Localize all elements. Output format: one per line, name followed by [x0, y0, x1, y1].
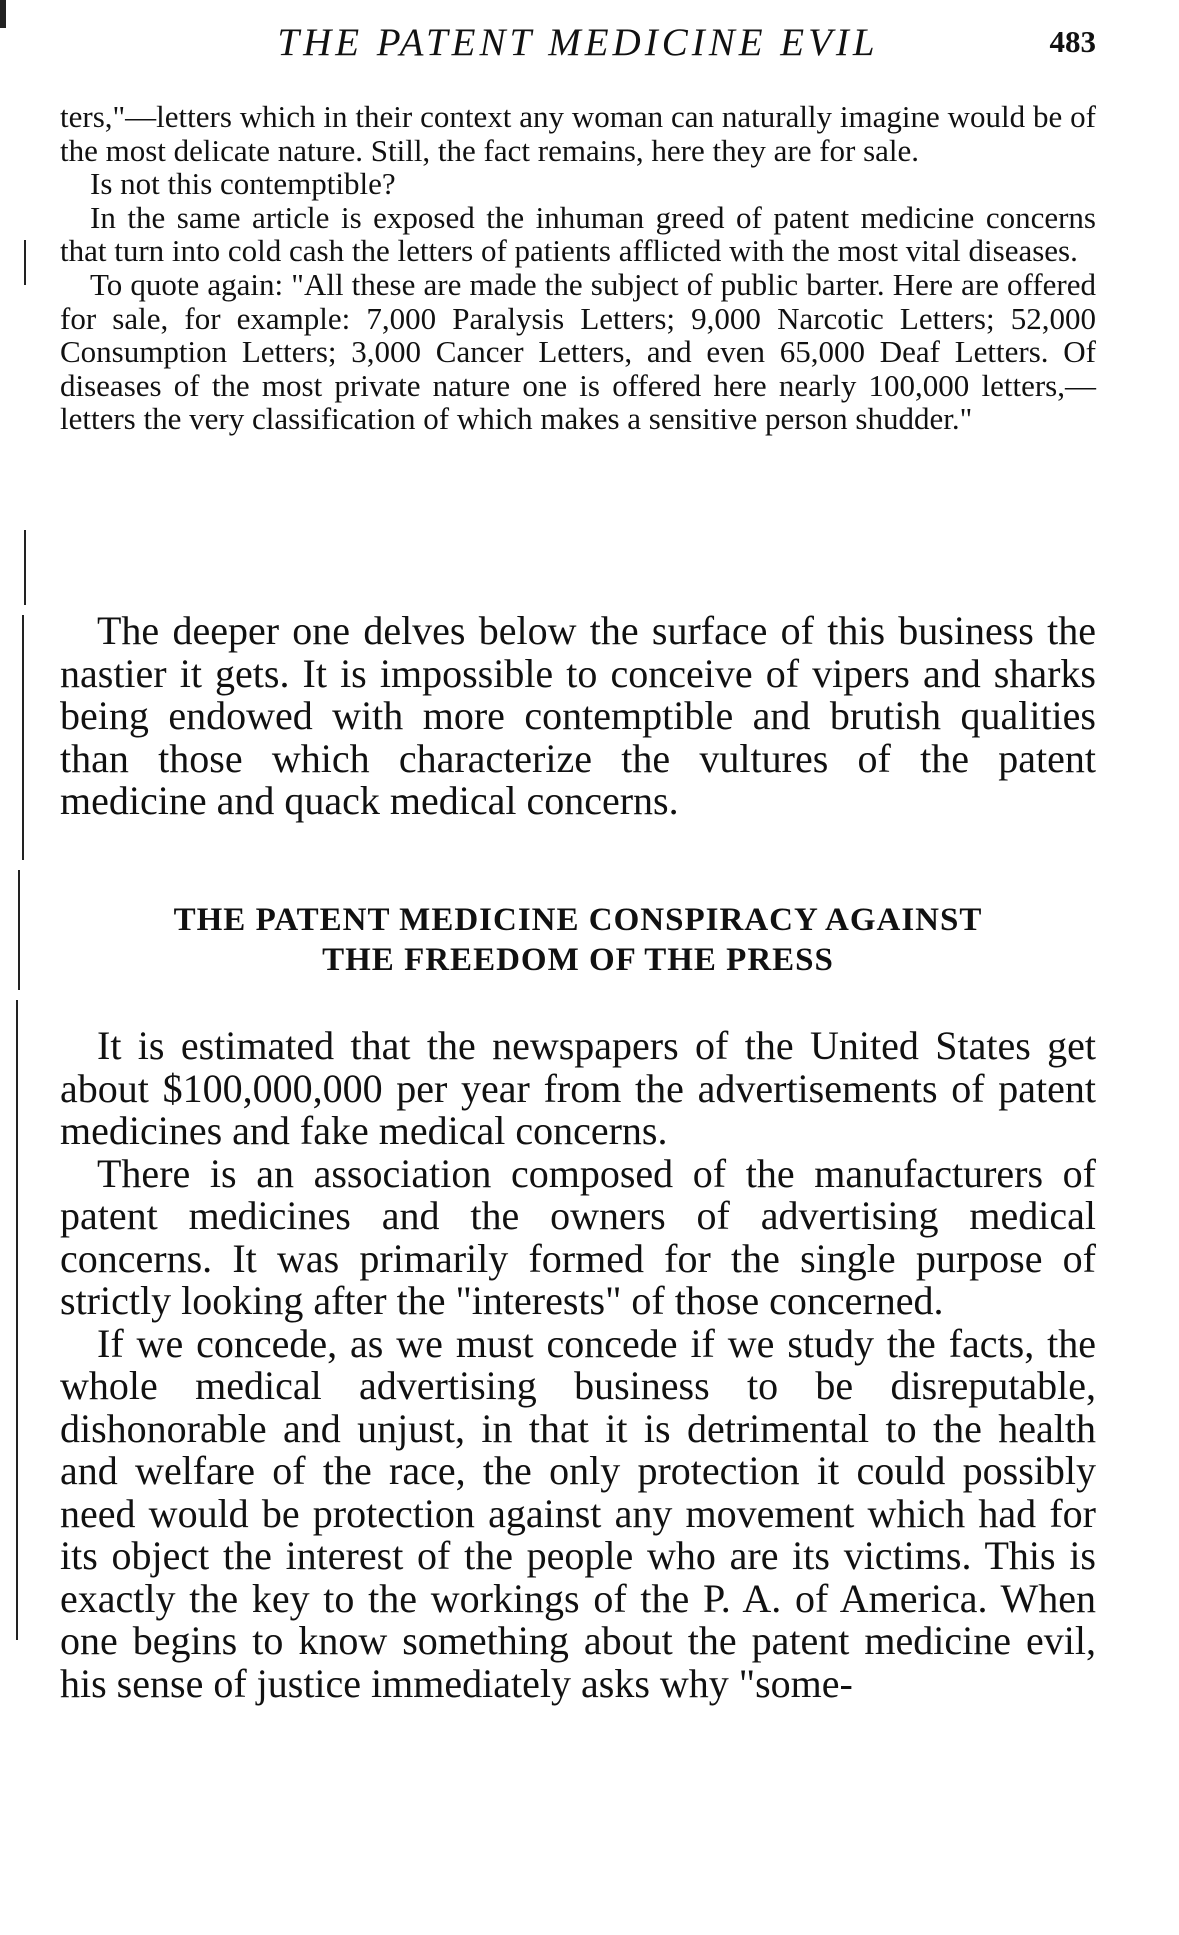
margin-pencil-line — [16, 1000, 18, 1640]
body-paragraph: The deeper one delves below the surface of this business the nastier it gets. It is impossible to conceive of vipers and sharks being endowed with more contemptible and brutish qualities than those which characterize the vultures of the patent medicine and quack medical concerns. — [60, 608, 1096, 823]
section-heading-line: THE FREEDOM OF THE PRESS — [322, 942, 834, 978]
quote-paragraph: To quote again: "All these are made the subject of public barter. Here are offered for sale, for example: 7,000 Paralysis Letters; 9,000 Narcotic Letters; 52,000 Consumption Letters; 3,000 Cancer Letters, and even 65,000 Deaf Letters. Of diseases of the most private nature one is offered here nearly 100,000 letters,—letters the very classification of which makes a sensitive person shudder." — [60, 266, 1096, 437]
body-paragraph: If we concede, as we must concede if we study the facts, the whole medical advertising business to be disreputable, dishonorable and unjust, in that it is detrimental to the health and welfare of the race, the only protection it could possibly need would be protection against any movement which had for its object the interest of the people who are its victims. This is exactly the key to the workings of the P. A. of America. When one begins to know something about the patent medicine evil, his sense of justice immediately asks why "some- — [60, 1320, 1096, 1706]
margin-pencil-line — [18, 870, 20, 990]
running-title: THE PATENT MEDICINE EVIL — [277, 21, 879, 64]
quoted-passage — [60, 100, 1096, 436]
body-paragraph: There is an association composed of the manufacturers of patent medicines and the owners of advertising medical concerns. It was primarily formed for the single purpose of strictly looking after the "interests" of those concerned. — [60, 1150, 1096, 1323]
margin-pencil-line — [24, 240, 26, 285]
page-number: 483 — [1049, 24, 1096, 59]
quote-paragraph: Is not this contemptible? — [90, 166, 396, 202]
running-head — [60, 20, 1096, 70]
section-heading — [60, 900, 1096, 980]
corner-mark — [0, 0, 6, 28]
quote-paragraph: In the same article is exposed the inhuman greed of patent medicine concerns that turn into cold cash the letters of patients afflicted with the most vital diseases. — [60, 199, 1096, 269]
body-text-section-1 — [60, 610, 1096, 823]
section-heading-line: THE PATENT MEDICINE CONSPIRACY AGAINST — [173, 902, 983, 938]
margin-pencil-line — [22, 615, 24, 860]
margin-pencil-line — [24, 530, 26, 605]
body-text-section-2 — [60, 1025, 1096, 1705]
quote-paragraph: ters,"—letters which in their context any woman can naturally imagine would be of the most delicate nature. Still, the fact remains, here they are for sale. — [60, 99, 1096, 168]
body-paragraph: It is estimated that the newspapers of the United States get about $100,000,000 per year from the advertisements of patent medicines and fake medical concerns. — [60, 1023, 1096, 1153]
